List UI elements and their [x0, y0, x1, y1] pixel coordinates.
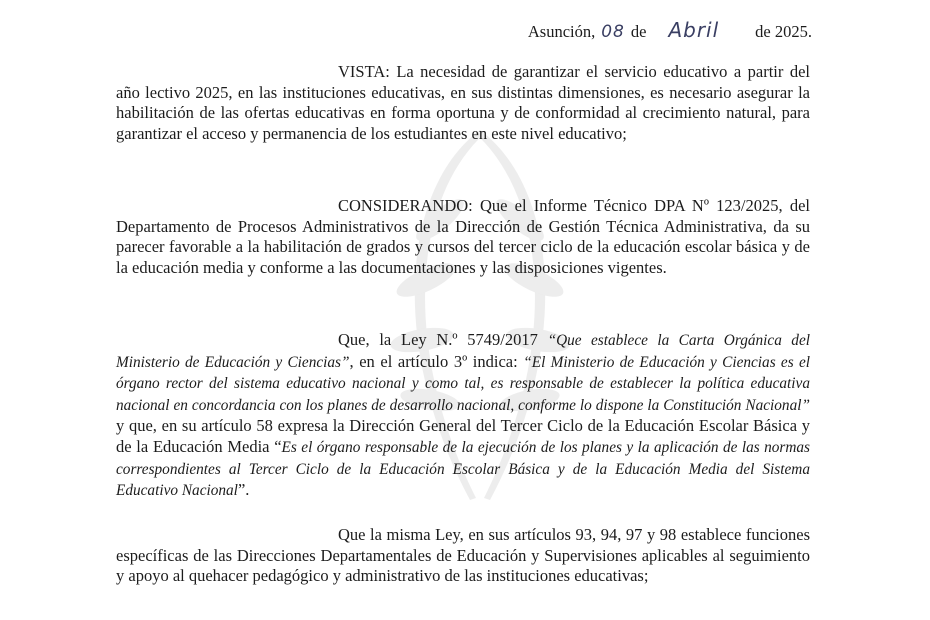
ley-italic-1: “Que establece la Carta Orgánica del Ministerio de Educación y Ciencias”	[116, 332, 810, 371]
date-city: Asunción,	[527, 22, 596, 41]
ley-paragraph	[116, 330, 810, 502]
vista-paragraph	[116, 62, 810, 144]
ley-italic-3: Es el órgano responsable de la ejecución de los planes y la aplicación de las normas correspondientes al Tercer Ciclo de la Educación Escolar Básica y de la Educación Media del Sistema Educativo Nacional	[116, 438, 811, 500]
ley-text-3: y que, en su artículo 58 expresa la Dirección General del Tercer Ciclo de la Educación Escolar Básica y de la Educación Media “	[116, 416, 810, 456]
vista-text: VISTA: La necesidad de garantizar el servicio educativo a partir del año lectivo 2025, en las instituciones educativas, en sus distintas dimensiones, es necesario asegurar la habilitación de las ofertas educativas en forma oportuna y de conformidad al crecimiento natural, para garantizar el acceso y permanencia de los estudiantes en este nivel educativo;	[116, 62, 810, 143]
date-line	[528, 18, 812, 42]
ley-text-2: , en el artículo 3º indica:	[349, 351, 524, 371]
date-connector: de	[630, 22, 647, 41]
date-month-handwritten: Abril	[668, 18, 720, 42]
ley-text-1: Que, la Ley N.º 5749/2017	[338, 330, 548, 349]
misma-ley-text: Que la misma Ley, en sus artículos 93, 94, 97 y 98 establece funciones específicas de las Direcciones Departamentales de Educación y Supervisiones aplicables al seguimiento y apoyo al quehacer pedagógico y administrativo de las instituciones educativas;	[116, 525, 810, 586]
date-year: de 2025.	[755, 22, 812, 41]
ley-italic-2: “El Ministerio de Educación y Ciencias es el órgano rector del sistema educativo nacional y como tal, es responsable de establecer la política educativa nacional en concordancia con los planes de desarrollo nacional, conforme lo dispone la Constitución Nacional”	[116, 353, 810, 414]
misma-ley-paragraph	[116, 525, 810, 587]
considerando-text: CONSIDERANDO: Que el Informe Técnico DPA Nº 123/2025, del Departamento de Procesos Administrativos de la Dirección de Gestión Técnica Administrativa, da su parecer favorable a la habilitación de grados y cursos del tercer ciclo de la educación escolar básica y de la educación media y conforme a las documentaciones y las disposiciones vigentes.	[116, 196, 810, 277]
ley-text-4: ”.	[237, 480, 250, 500]
considerando-paragraph	[116, 196, 810, 278]
date-day-handwritten: 08	[601, 22, 625, 42]
